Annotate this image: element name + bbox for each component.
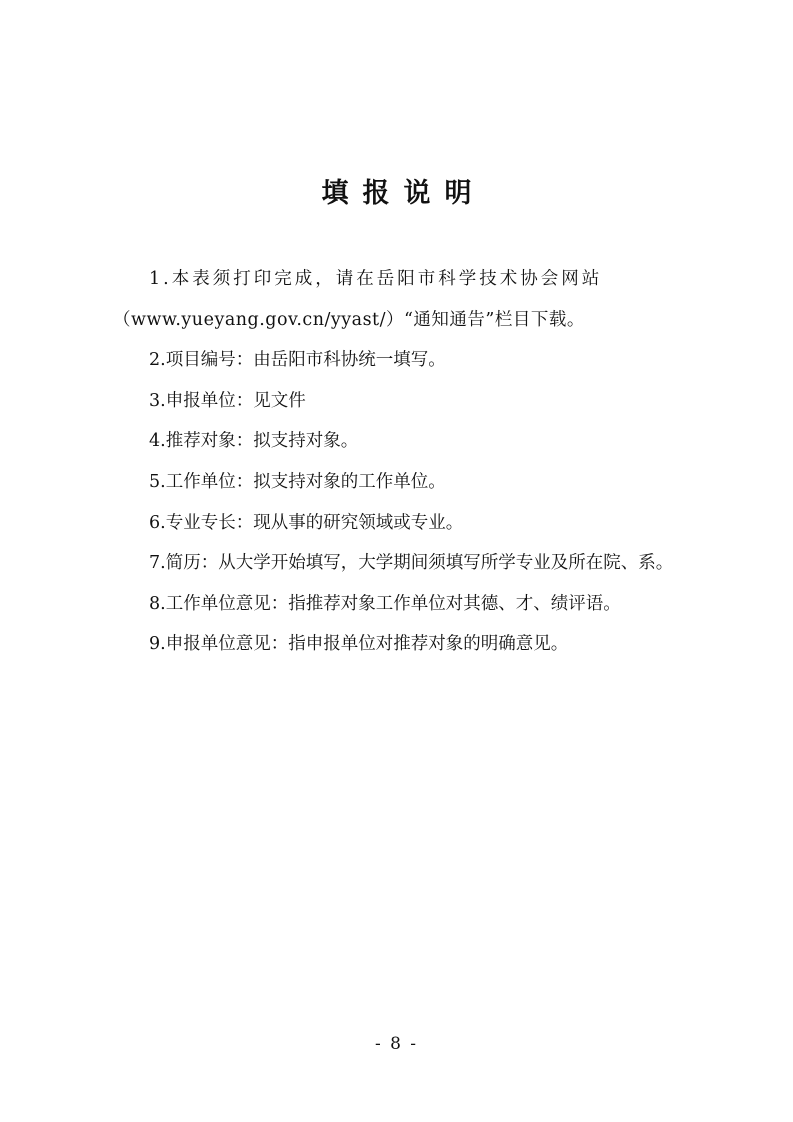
instruction-item-4: 4.推荐对象：拟支持对象。 — [149, 431, 359, 452]
instruction-item-8: 8.工作单位意见：指推荐对象工作单位对其德、才、绩评语。 — [149, 593, 621, 614]
instruction-item-1: 1.本表须打印完成，请在岳阳市科学技术协会网站 — [149, 269, 603, 289]
instruction-item-3: 3.申报单位：见文件 — [149, 390, 306, 411]
instruction-item-7: 7.简历：从大学开始填写，大学期间须填写所学专业及所在院、系。 — [149, 553, 674, 574]
page-title: 填报说明 — [321, 178, 486, 209]
instruction-item-5: 5.工作单位：拟支持对象的工作单位。 — [149, 471, 446, 492]
instructions-body — [113, 259, 693, 665]
instruction-item-1-continuation: （www.yueyang.gov.cn/yyast/）“通知通告”栏目下载。 — [113, 309, 585, 330]
instruction-item-9: 9.申报单位意见：指申报单位对推荐对象的明确意见。 — [149, 634, 569, 655]
instruction-item-2: 2.项目编号：由岳阳市科协统一填写。 — [149, 350, 446, 371]
instruction-item-6: 6.专业专长：现从事的研究领域或专业。 — [149, 512, 464, 533]
page-number: - 8 - — [374, 1034, 419, 1054]
